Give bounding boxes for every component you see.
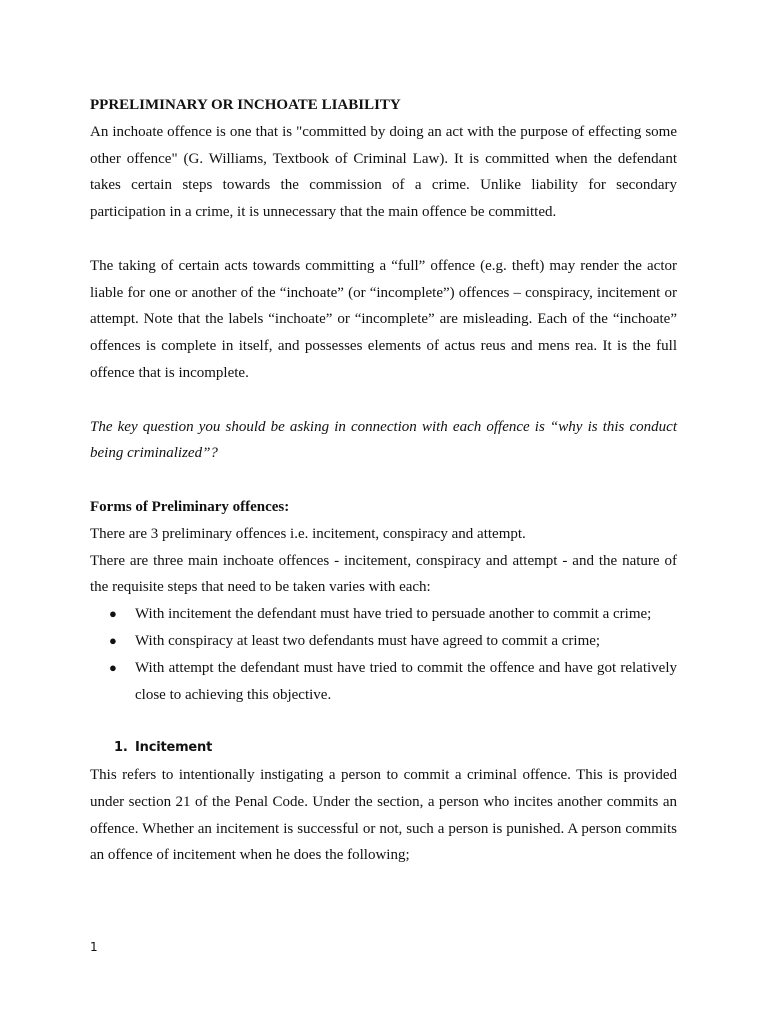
paragraph-spacer — [90, 387, 677, 414]
list-item — [109, 628, 677, 655]
offence-bullet-list — [90, 601, 677, 708]
section-title: Incitement — [135, 740, 213, 756]
paragraph-definition: An inchoate offence is one that is "committed by doing an act with the purpose of effecting some other offence" (G. Williams, Textbook of Criminal Law). It is committed when the defendant takes certain steps towards the commission of a crime. Unlike liability for secondary participation in a crime, it is unnecessary that the main offence be committed. — [90, 123, 677, 221]
forms-intro: There are 3 preliminary offences i.e. incitement, conspiracy and attempt. — [90, 525, 526, 542]
bullet-icon: ● — [109, 632, 117, 648]
paragraph-spacer — [90, 226, 677, 253]
list-item — [109, 655, 677, 709]
forms-heading: Forms of Preliminary offences: — [90, 498, 290, 515]
bullet-icon: ● — [109, 606, 117, 622]
document-title: PPRELIMINARY OR INCHOATE LIABILITY — [90, 97, 401, 113]
list-item-text: With attempt the defendant must have tried to commit the offence and have got relatively close to achieving this objective. — [135, 659, 677, 703]
page-number: 1 — [90, 940, 98, 954]
paragraph-spacer — [90, 467, 677, 494]
paragraph-spacer — [90, 708, 677, 735]
list-item — [109, 601, 677, 628]
document-body — [90, 92, 677, 869]
section-heading-incitement — [90, 735, 677, 762]
section-number: 1. — [114, 740, 128, 756]
paragraph-full-offence: The taking of certain acts towards committing a “full” offence (e.g. theft) may render the actor liable for one or another of the “inchoate” (or “incomplete”) offences – conspiracy, incitement or attempt. Note that the labels “inchoate” or “incomplete” are misleading. Each of the “inchoate” offences is complete in itself, and possesses elements of actus reus and mens rea. It is the full offence that is incomplete. — [90, 257, 677, 381]
forms-detail: There are three main inchoate offences - incitement, conspiracy and attempt - and the nature of the requisite steps that need to be taken varies with each: — [90, 552, 677, 596]
list-item-text: With conspiracy at least two defendants must have agreed to commit a crime; — [135, 632, 601, 649]
paragraph-incitement: This refers to intentionally instigating a person to commit a criminal offence. This is provided under section 21 of the Penal Code. Under the section, a person who incites another commits an offence. Whether an incitement is successful or not, such a person is punished. A person commits an offence of incitement when he does the following; — [90, 766, 677, 864]
list-item-text: With incitement the defendant must have tried to persuade another to commit a crime; — [135, 606, 652, 623]
key-question: The key question you should be asking in connection with each offence is “why is this conduct being criminalized”? — [90, 418, 677, 462]
bullet-icon: ● — [109, 659, 117, 675]
